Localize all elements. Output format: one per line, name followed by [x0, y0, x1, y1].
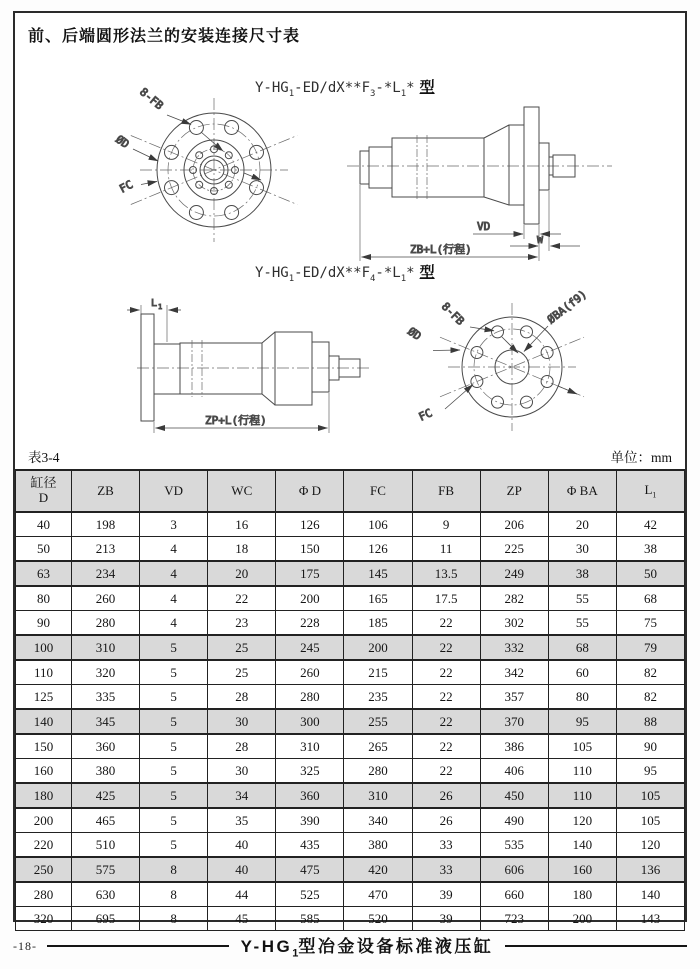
model-type-suffix-f3: 型 — [419, 79, 435, 96]
column-header-fb: FB — [412, 470, 480, 512]
column-header-l1: $L_1$ — [616, 470, 684, 512]
table-cell: 3 — [140, 512, 208, 537]
table-cell: 23 — [208, 611, 276, 636]
dim-label-vd: VD — [477, 220, 491, 233]
table-cell: 42 — [616, 512, 684, 537]
table-cell: 30 — [548, 537, 616, 562]
table-cell: 465 — [72, 808, 140, 833]
page-number: -18- — [13, 938, 37, 953]
table-cell: 360 — [72, 734, 140, 759]
table-cell: 342 — [480, 660, 548, 685]
table-cell: 80 — [16, 586, 72, 611]
table-cell: 4 — [140, 586, 208, 611]
column-header-vd: VD — [140, 470, 208, 512]
table-cell: 4 — [140, 561, 208, 586]
table-cell: 110 — [16, 660, 72, 685]
table-cell: 110 — [548, 783, 616, 808]
table-cell: 180 — [16, 783, 72, 808]
table-cell: 22 — [412, 759, 480, 784]
table-cell: 425 — [72, 783, 140, 808]
table-cell: 68 — [616, 586, 684, 611]
table-cell: 235 — [344, 685, 412, 710]
table-cell: 90 — [16, 611, 72, 636]
bolt-circle-label-f4: FC — [416, 406, 435, 424]
table-cell: 136 — [616, 857, 684, 882]
table-row — [16, 759, 685, 784]
table-cell: 63 — [16, 561, 72, 586]
table-cell: 39 — [412, 907, 480, 931]
table-cell: 60 — [548, 660, 616, 685]
table-cell: 280 — [16, 882, 72, 907]
table-cell: 8 — [140, 907, 208, 931]
unit-label: 单位：mm — [610, 450, 672, 465]
bolt-circle-label-f3: FC — [117, 177, 136, 196]
bolt-pattern-label-f3: 8-FB — [137, 85, 166, 113]
table-cell: 575 — [72, 857, 140, 882]
table-cell: 335 — [72, 685, 140, 710]
table-cell: 630 — [72, 882, 140, 907]
dim-label-l1: L — [151, 298, 158, 309]
table-cell: 25 — [208, 660, 276, 685]
table-cell: 280 — [276, 685, 344, 710]
table-cell: 26 — [412, 783, 480, 808]
table-cell: 30 — [208, 759, 276, 784]
table-cell: 40 — [208, 833, 276, 858]
table-row — [16, 512, 685, 537]
table-cell: 357 — [480, 685, 548, 710]
table-cell: 300 — [276, 709, 344, 734]
table-cell: 310 — [276, 734, 344, 759]
table-cell: 5 — [140, 808, 208, 833]
page-footer — [13, 933, 687, 959]
table-cell: 5 — [140, 759, 208, 784]
flange-front-view-f3 — [113, 85, 297, 242]
table-cell: 22 — [412, 611, 480, 636]
table-cell: 40 — [208, 857, 276, 882]
table-cell: 260 — [72, 586, 140, 611]
table-body — [16, 512, 685, 931]
table-cell: 386 — [480, 734, 548, 759]
table-cell: 150 — [276, 537, 344, 562]
table-cell: 160 — [548, 857, 616, 882]
table-cell: 406 — [480, 759, 548, 784]
column-header-phi-ba: Φ BA — [548, 470, 616, 512]
table-cell: 140 — [548, 833, 616, 858]
table-cell: 22 — [412, 635, 480, 660]
table-cell: 125 — [16, 685, 72, 710]
table-caption-row — [15, 443, 685, 469]
table-cell: 535 — [480, 833, 548, 858]
table-cell: 380 — [72, 759, 140, 784]
table-row — [16, 882, 685, 907]
table-row — [16, 561, 685, 586]
table-cell: 140 — [16, 709, 72, 734]
table-cell: 25 — [208, 635, 276, 660]
table-cell: 234 — [72, 561, 140, 586]
column-header-zp: ZP — [480, 470, 548, 512]
cylinder-side-view-f4 — [127, 298, 369, 433]
table-cell: 22 — [412, 660, 480, 685]
table-cell: 11 — [412, 537, 480, 562]
table-row — [16, 783, 685, 808]
page-title: 前、后端圆形法兰的安装连接尺寸表 — [28, 28, 301, 45]
table-cell: 39 — [412, 882, 480, 907]
table-cell: 4 — [140, 537, 208, 562]
table-cell: 525 — [276, 882, 344, 907]
table-row — [16, 537, 685, 562]
dim-label-zp: ZP+L(行程) — [205, 414, 267, 427]
table-cell: 88 — [616, 709, 684, 734]
table-cell: 8 — [140, 857, 208, 882]
table-cell: 55 — [548, 611, 616, 636]
table-cell: 120 — [616, 833, 684, 858]
table-row — [16, 586, 685, 611]
table-cell: 18 — [208, 537, 276, 562]
technical-drawings — [15, 53, 685, 445]
table-cell: 22 — [208, 586, 276, 611]
table-cell: 38 — [616, 537, 684, 562]
table-cell: 490 — [480, 808, 548, 833]
table-cell: 5 — [140, 709, 208, 734]
table-cell: 120 — [548, 808, 616, 833]
table-cell: 5 — [140, 685, 208, 710]
table-cell: 30 — [208, 709, 276, 734]
table-cell: 200 — [548, 907, 616, 931]
table-cell: 249 — [480, 561, 548, 586]
table-row — [16, 833, 685, 858]
column-header-bore: 缸径 D — [16, 470, 72, 512]
footer-rule-right — [505, 945, 687, 947]
model-code-f4: $Y-HG_1-ED/dX**F_4-*L_1*$ — [255, 265, 415, 284]
table-cell: 28 — [208, 685, 276, 710]
model-type-suffix-f4: 型 — [419, 264, 435, 281]
table-cell: 660 — [480, 882, 548, 907]
table-cell: 22 — [412, 685, 480, 710]
table-cell: 360 — [276, 783, 344, 808]
footer-rule-left — [47, 945, 229, 947]
table-row — [16, 808, 685, 833]
table-cell: 5 — [140, 783, 208, 808]
table-cell: 110 — [548, 759, 616, 784]
table-cell: 180 — [548, 882, 616, 907]
table-cell: 255 — [344, 709, 412, 734]
table-cell: 310 — [344, 783, 412, 808]
table-cell: 33 — [412, 857, 480, 882]
model-code-f3: $Y-HG_1-ED/dX**F_3-*L_1*$ — [255, 80, 415, 99]
table-cell: 213 — [72, 537, 140, 562]
bolt-pattern-label-f4: 8-FB — [438, 299, 467, 328]
table-cell: 20 — [548, 512, 616, 537]
table-cell: 160 — [16, 759, 72, 784]
dim-label-zb: ZB+L(行程) — [410, 243, 472, 256]
column-header-phi-d: Φ D — [276, 470, 344, 512]
dim-label-l1-sub: 1 — [158, 303, 163, 311]
table-cell: 20 — [208, 561, 276, 586]
table-cell: 34 — [208, 783, 276, 808]
table-cell: 225 — [480, 537, 548, 562]
column-header-zb: ZB — [72, 470, 140, 512]
table-cell: 345 — [72, 709, 140, 734]
table-row — [16, 857, 685, 882]
table-cell: 606 — [480, 857, 548, 882]
table-cell: 420 — [344, 857, 412, 882]
table-cell: 143 — [616, 907, 684, 931]
table-cell: 510 — [72, 833, 140, 858]
table-cell: 280 — [344, 759, 412, 784]
table-cell: 435 — [276, 833, 344, 858]
table-cell: 4 — [140, 611, 208, 636]
table-cell: 44 — [208, 882, 276, 907]
table-cell: 390 — [276, 808, 344, 833]
table-cell: 470 — [344, 882, 412, 907]
table-cell: 50 — [616, 561, 684, 586]
table-cell: 68 — [548, 635, 616, 660]
table-cell: 380 — [344, 833, 412, 858]
table-cell: 723 — [480, 907, 548, 931]
table-cell: 695 — [72, 907, 140, 931]
table-cell: 220 — [16, 833, 72, 858]
table-cell: 585 — [276, 907, 344, 931]
column-header-fc: FC — [344, 470, 412, 512]
dimension-table — [15, 469, 685, 931]
table-cell: 50 — [16, 537, 72, 562]
table-cell: 185 — [344, 611, 412, 636]
table-cell: 320 — [72, 660, 140, 685]
table-cell: 106 — [344, 512, 412, 537]
table-cell: 90 — [616, 734, 684, 759]
table-cell: 40 — [16, 512, 72, 537]
table-cell: 450 — [480, 783, 548, 808]
table-cell: 82 — [616, 685, 684, 710]
table-cell: 126 — [344, 537, 412, 562]
table-cell: 198 — [72, 512, 140, 537]
table-cell: 75 — [616, 611, 684, 636]
table-row — [16, 907, 685, 931]
table-row — [16, 635, 685, 660]
page-frame — [13, 11, 687, 926]
table-cell: 175 — [276, 561, 344, 586]
table-row — [16, 660, 685, 685]
table-cell: 280 — [72, 611, 140, 636]
table-cell: 22 — [412, 734, 480, 759]
table-cell: 80 — [548, 685, 616, 710]
table-cell: 320 — [16, 907, 72, 931]
table-cell: 55 — [548, 586, 616, 611]
table-row — [16, 685, 685, 710]
table-cell: 520 — [344, 907, 412, 931]
table-cell: 200 — [276, 586, 344, 611]
table-cell: 82 — [616, 660, 684, 685]
table-cell: 5 — [140, 660, 208, 685]
table-cell: 370 — [480, 709, 548, 734]
table-cell: 310 — [72, 635, 140, 660]
table-cell: 95 — [548, 709, 616, 734]
table-row — [16, 734, 685, 759]
table-cell: 140 — [616, 882, 684, 907]
table-cell: 28 — [208, 734, 276, 759]
table-cell: 200 — [344, 635, 412, 660]
table-cell: 79 — [616, 635, 684, 660]
table-caption: 表3-4 — [28, 450, 60, 465]
table-cell: 17.5 — [412, 586, 480, 611]
table-cell: 5 — [140, 635, 208, 660]
table-cell: 105 — [548, 734, 616, 759]
table-cell: 45 — [208, 907, 276, 931]
table-cell: 228 — [276, 611, 344, 636]
table-cell: 325 — [276, 759, 344, 784]
table-cell: 5 — [140, 833, 208, 858]
table-cell: 8 — [140, 882, 208, 907]
table-cell: 250 — [16, 857, 72, 882]
table-cell: 265 — [344, 734, 412, 759]
table-cell: 22 — [412, 709, 480, 734]
table-row — [16, 709, 685, 734]
table-cell: 16 — [208, 512, 276, 537]
table-cell: 475 — [276, 857, 344, 882]
flange-front-view-f4 — [405, 288, 589, 431]
table-cell: 200 — [16, 808, 72, 833]
flange-diameter-label-f4: ØD — [405, 324, 424, 344]
table-cell: 145 — [344, 561, 412, 586]
dim-label-w: W — [537, 235, 544, 246]
table-cell: 9 — [412, 512, 480, 537]
table-header-row — [16, 470, 685, 512]
cylinder-side-view-f3 — [347, 107, 612, 261]
table-cell: 13.5 — [412, 561, 480, 586]
spigot-diameter-label-f4: ØBA(f9) — [544, 287, 590, 327]
table-cell: 35 — [208, 808, 276, 833]
table-cell: 105 — [616, 783, 684, 808]
table-row — [16, 611, 685, 636]
table-cell: 150 — [16, 734, 72, 759]
table-cell: 95 — [616, 759, 684, 784]
table-cell: 206 — [480, 512, 548, 537]
table-cell: 340 — [344, 808, 412, 833]
table-cell: 38 — [548, 561, 616, 586]
column-header-wc: WC — [208, 470, 276, 512]
table-cell: 33 — [412, 833, 480, 858]
table-cell: 165 — [344, 586, 412, 611]
table-cell: 5 — [140, 734, 208, 759]
table-cell: 260 — [276, 660, 344, 685]
table-cell: 100 — [16, 635, 72, 660]
footer-title: $Y-HG_1$型冶金设备标准液压缸 — [240, 937, 494, 960]
table-cell: 282 — [480, 586, 548, 611]
table-cell: 126 — [276, 512, 344, 537]
flange-diameter-label-f3: ØD — [113, 132, 132, 152]
table-cell: 215 — [344, 660, 412, 685]
table-cell: 105 — [616, 808, 684, 833]
table-cell: 245 — [276, 635, 344, 660]
table-cell: 302 — [480, 611, 548, 636]
table-cell: 26 — [412, 808, 480, 833]
table-cell: 332 — [480, 635, 548, 660]
